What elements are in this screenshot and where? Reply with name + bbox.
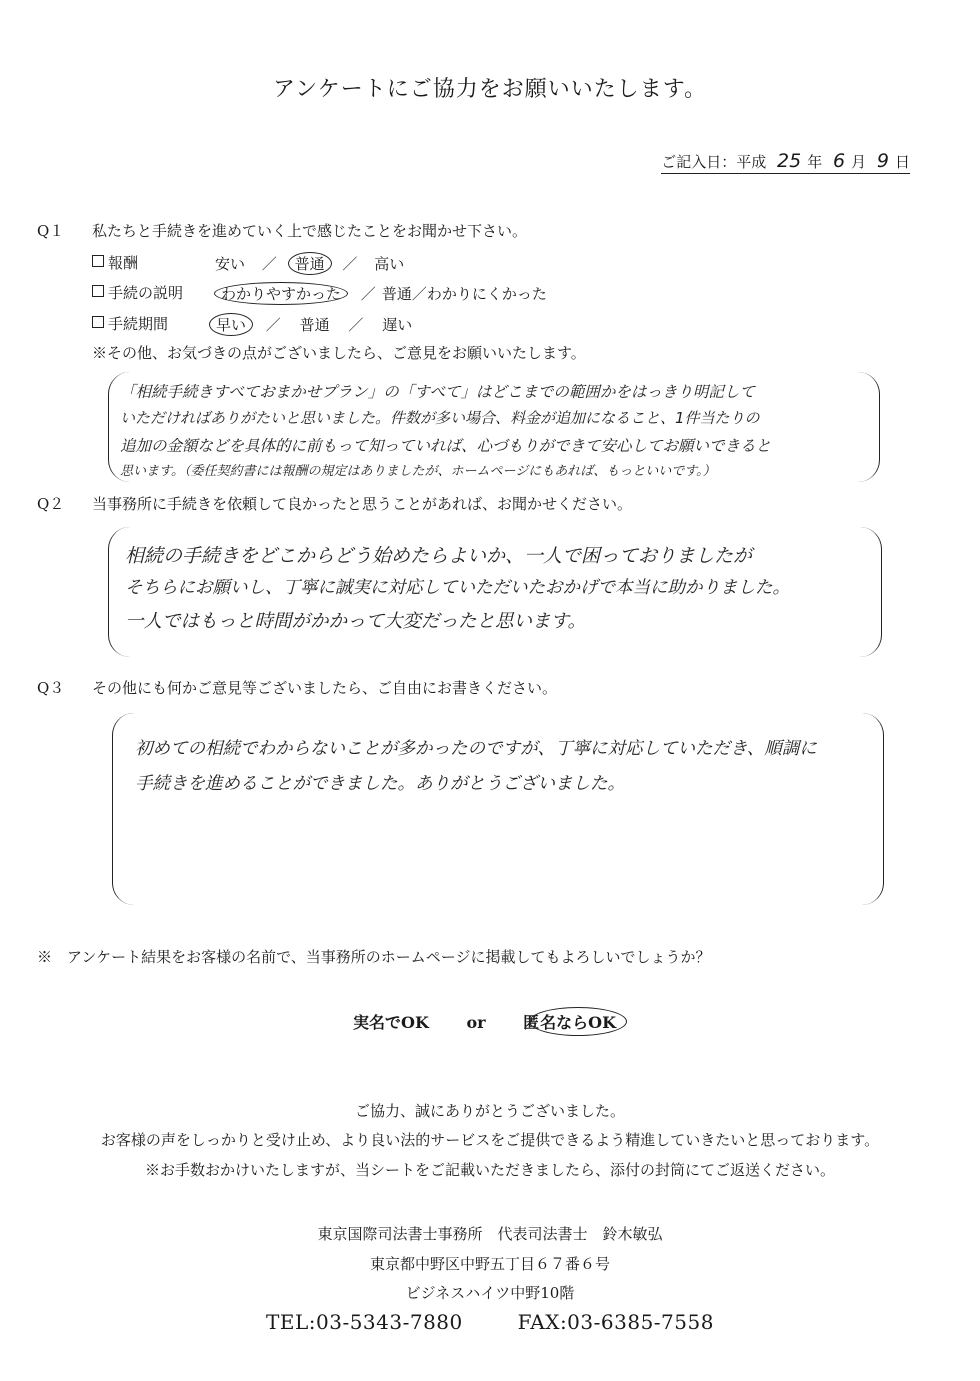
fax-number: FAX:03-6385-7558	[517, 1310, 714, 1334]
q2-answer-line-2: そちらにお願いし、丁寧に誠実に対応していただいたおかげで本当に助かりました。	[125, 578, 790, 598]
separator: ／	[411, 285, 427, 303]
thanks-line-3: ※お手数おかけいたしますが、当シートをご記載いただきましたら、添付の封筒にてご返送ください。	[144, 1161, 835, 1179]
q2-number: Q２	[37, 495, 65, 513]
option-clear-selected[interactable]: わかりやすかった	[214, 282, 348, 305]
date-day: 9	[876, 150, 889, 172]
option-real-name[interactable]: 実名でOK	[353, 1013, 429, 1032]
q1-row-period	[92, 313, 168, 334]
separator: ／	[261, 255, 277, 273]
option-normal[interactable]: 普通	[381, 285, 412, 303]
q3-number: Q３	[37, 679, 65, 697]
row-label: 報酬	[108, 254, 139, 272]
separator: ／	[360, 285, 376, 303]
q2-answer-line-1: 相続の手続きをどこからどう始めたらよいか、一人で困っておりましたが	[125, 545, 753, 567]
date-label: ご記入日：平成	[661, 153, 767, 171]
page-title: アンケートにご協力をお願いいたします。	[273, 77, 707, 102]
q1-row-fee-options	[215, 252, 404, 275]
thanks-line-2: お客様の声をしっかりと受け止め、より良い法的サービスをご提供できるよう精進していきたいと思っております。	[100, 1131, 880, 1149]
q3-answer-line-1: 初めての相続でわからないことが多かったのですが、丁寧に対応していただき、順調に	[135, 739, 817, 759]
q3-question: その他にも何かご意見等ございましたら、ご自由にお書きください。	[92, 679, 558, 697]
q1-answer-line-4: 思います。（委任契約書には報酬の規定はありましたが、ホームページにもあれば、もっといいです。）	[120, 464, 716, 479]
thanks-line-1: ご協力、誠にありがとうございました。	[354, 1102, 625, 1120]
date-month-unit: 月	[851, 153, 867, 171]
separator: ／	[342, 255, 358, 273]
q1-row-explanation-options	[220, 282, 547, 305]
q2-answer-line-3: 一人ではもっと時間がかかって大変だったと思います。	[125, 611, 587, 632]
q1-question: 私たちと手続きを進めていく上で感じたことをお聞かせ下さい。	[92, 222, 528, 240]
q1-row-explanation	[92, 282, 183, 303]
office-address-1: 東京都中野区中野五丁目６７番６号	[369, 1255, 610, 1273]
option-fast-selected[interactable]: 早い	[209, 313, 253, 336]
office-address-2: ビジネスハイツ中野10階	[405, 1284, 575, 1302]
contact-line	[0, 1310, 980, 1334]
option-normal-selected[interactable]: 普通	[288, 252, 332, 275]
q2-question: 当事務所に手続きを依頼して良かったと思うことがあれば、お聞かせください。	[92, 495, 633, 513]
date-year-unit: 年	[807, 153, 823, 171]
anonymous-selected-oval	[529, 1007, 627, 1036]
separator: ／	[348, 316, 364, 334]
date-day-unit: 日	[894, 153, 910, 171]
option-unclear[interactable]: わかりにくかった	[426, 285, 547, 303]
checkbox[interactable]	[92, 285, 104, 297]
option-normal[interactable]: 普通	[299, 316, 330, 334]
option-anonymous-label: 名ならOK	[540, 1013, 616, 1032]
consent-question: ※ アンケート結果をお客様の名前で、当事務所のホームページに掲載してもよろしいでしょうか？	[37, 948, 711, 966]
date-month: 6	[833, 150, 846, 172]
date-year: 25	[777, 150, 802, 172]
q1-note: ※その他、お気づきの点がございましたら、ご意見をお願いいたします。	[92, 344, 586, 362]
option-cheap[interactable]: 安い	[215, 255, 246, 273]
row-label: 手続期間	[108, 315, 169, 333]
option-slow[interactable]: 遅い	[382, 316, 413, 334]
separator: ／	[265, 316, 281, 334]
office-name: 東京国際司法書士事務所 代表司法書士 鈴木敏弘	[317, 1225, 663, 1243]
row-label: 手続の説明	[108, 284, 184, 302]
date-line	[661, 150, 910, 174]
q1-answer-line-1: 「相続手続きすべておまかせプラン」の「すべて」はどこまでの範囲かをはっきり明記して	[120, 383, 755, 401]
consent-choices	[0, 1007, 980, 1036]
tel-number: TEL:03-5343-7880	[266, 1310, 463, 1334]
checkbox[interactable]	[92, 316, 104, 328]
q1-answer-line-3: 追加の金額などを具体的に前もって知っていれば、心づもりができて安心してお願いできると	[120, 437, 772, 455]
q1-row-fee	[92, 252, 138, 273]
or-label: or	[466, 1013, 486, 1032]
q1-row-period-options	[215, 313, 412, 336]
option-anonymous[interactable]: 匿名ならOK	[523, 1007, 627, 1036]
q3-answer-line-2: 手続きを進めることができました。ありがとうございました。	[135, 774, 625, 794]
q1-answer-line-2: いただければありがたいと思いました。件数が多い場合、料金が追加になること、1件当たりの	[120, 409, 760, 427]
q1-number: Q１	[37, 222, 65, 240]
checkbox[interactable]	[92, 255, 104, 267]
option-expensive[interactable]: 高い	[374, 255, 405, 273]
